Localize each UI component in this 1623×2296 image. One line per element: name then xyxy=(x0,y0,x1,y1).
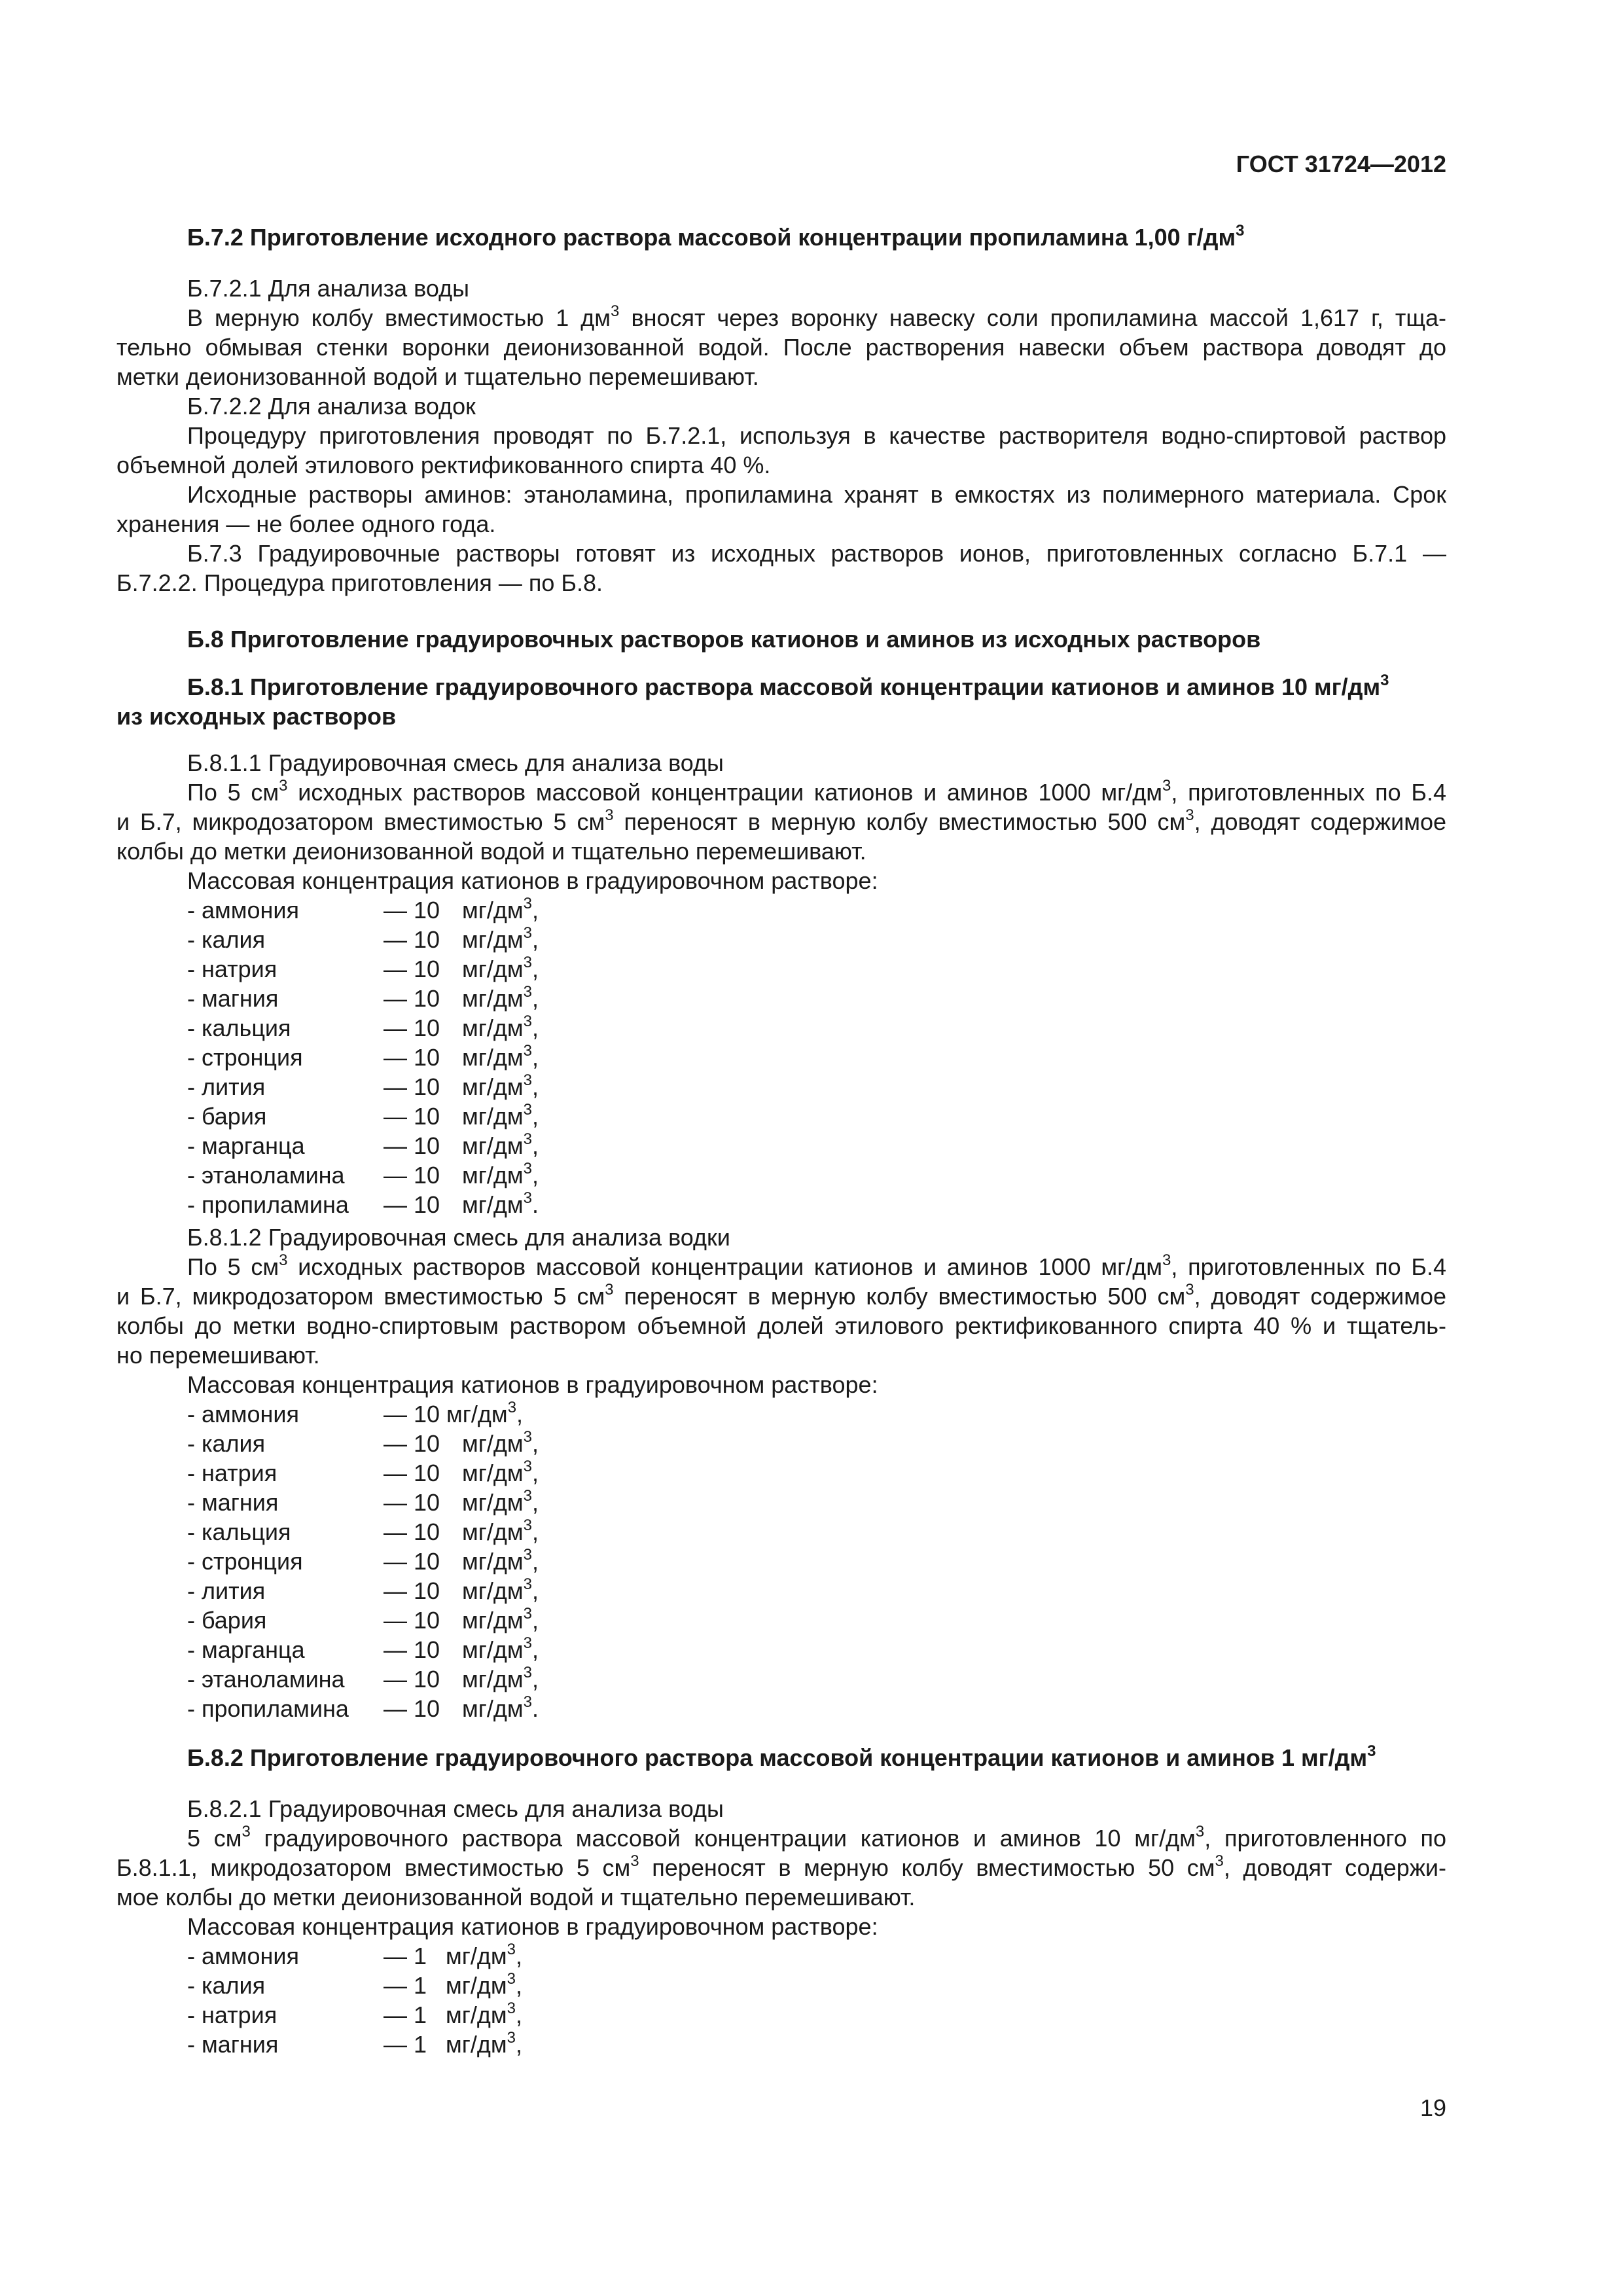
concentration-value: — 10 xyxy=(383,1548,440,1575)
substance-name: - кальция xyxy=(187,1518,291,1545)
paragraph-line: Массовая концентрация катионов в градуировочном растворе: xyxy=(187,1371,878,1398)
substance-name: - лития xyxy=(187,1577,266,1604)
concentration-unit: мг/дм xyxy=(462,1191,524,1218)
concentration-value: — 10 xyxy=(383,1073,440,1100)
substance-name: - пропиламина xyxy=(187,1191,349,1218)
list-item: - калия — 1 $мг/дм^3$, xyxy=(187,1970,523,1999)
concentration-unit: мг/дм xyxy=(462,1607,524,1634)
substance-name: - калия xyxy=(187,1972,266,1999)
substance-name: - кальция xyxy=(187,1014,291,1041)
list-item: - натрия — 10 $мг/дм^3$, xyxy=(187,1458,539,1486)
paragraph-line: объемной долей этилового ректификованного спирта 40 %. xyxy=(116,452,771,478)
paragraph-line: 5 $см^3$ градуировочного раствора массовой концентрации катионов и аминов 10 $мг/дм^3$, приготовленного по xyxy=(187,1823,1446,1852)
substance-name: - магния xyxy=(187,2031,279,2058)
concentration-value: — 10 xyxy=(383,1460,440,1486)
list-item: - бария — 10 $мг/дм^3$, xyxy=(187,1101,539,1130)
concentration-value: — 10 xyxy=(383,956,440,982)
substance-name: - стронция xyxy=(187,1548,303,1575)
paragraph-heading: Б.7.2.2 Для анализа водок xyxy=(187,393,476,420)
document-page xyxy=(116,0,1446,2296)
section-heading-b8: Б.8 Приготовление градуировочных растворов катионов и аминов из исходных растворов xyxy=(187,626,1261,653)
list-item: - лития — 10 $мг/дм^3$, xyxy=(187,1575,539,1604)
concentration-value: — 10 xyxy=(383,1162,440,1189)
concentration-unit: мг/дм xyxy=(446,2001,507,2028)
substance-name: - марганца xyxy=(187,1132,305,1159)
substance-name: - бария xyxy=(187,1103,267,1130)
section-heading-b81-cont: из исходных растворов xyxy=(116,703,397,730)
list-item: - магния — 10 $мг/дм^3$, xyxy=(187,983,539,1012)
concentration-unit: мг/дм xyxy=(446,2031,507,2058)
list-item: - пропиламина — 10 $мг/дм^3$. xyxy=(187,1189,539,1218)
concentration-value: — 1 xyxy=(383,2031,427,2058)
paragraph-line: Массовая концентрация катионов в градуировочном растворе: xyxy=(187,867,878,894)
substance-name: - этаноламина xyxy=(187,1162,345,1189)
paragraph-line: колбы до метки деионизованной водой и тщательно перемешивают. xyxy=(116,838,866,865)
list-item: - марганца — 10 $мг/дм^3$, xyxy=(187,1130,539,1159)
substance-name: - натрия xyxy=(187,2001,277,2028)
concentration-value: — 10 xyxy=(383,1577,440,1604)
concentration-value: — 1 xyxy=(383,1943,427,1969)
concentration-value: — 10 xyxy=(383,985,440,1012)
paragraph-line: Б.8.1.1, микродозатором вместимостью 5 $см^3$ переносят в мерную колбу вместимостью 50 $см^3$, доводят содержи- xyxy=(116,1852,1446,1881)
substance-name: - стронция xyxy=(187,1044,303,1071)
substance-name: - бария xyxy=(187,1607,267,1634)
list-item: - натрия — 10 $мг/дм^3$, xyxy=(187,954,539,982)
concentration-unit: мг/дм xyxy=(462,985,524,1012)
substance-name: - натрия xyxy=(187,1460,277,1486)
substance-name: - натрия xyxy=(187,956,277,982)
concentration-unit: мг/дм xyxy=(462,1548,524,1575)
concentration-unit: мг/дм xyxy=(462,1044,524,1071)
substance-name: - этаноламина xyxy=(187,1666,345,1693)
list-item: - пропиламина — 10 $мг/дм^3$. xyxy=(187,1693,539,1722)
concentration-value: — 1 xyxy=(383,2001,427,2028)
paragraph-line: и Б.7, микродозатором вместимостью 5 $см^3$ переносят в мерную колбу вместимостью 500 $см^3$, доводят содержимое xyxy=(116,1281,1446,1310)
paragraph-line: Процедуру приготовления проводят по Б.7.2.1, используя в качестве растворителя водно-спиртовой раствор xyxy=(187,422,1446,449)
concentration-unit: мг/дм xyxy=(462,1666,524,1693)
paragraph-line: колбы до метки водно-спиртовым раствором объемной долей этилового ректификованного спирта 40 % и тщатель- xyxy=(116,1312,1446,1339)
concentration-unit: мг/дм xyxy=(462,1162,524,1189)
paragraph-line: Б.7.3 Градуировочные растворы готовят из исходных растворов ионов, приготовленных согласно Б.7.1 — xyxy=(187,540,1446,567)
concentration-value: — 10 xyxy=(383,1518,440,1545)
paragraph-line: тельно обмывая стенки воронки деионизованной водой. После растворения навески объем раствора доводят до xyxy=(116,334,1446,361)
section-heading-b81: Б.8.1 Приготовление градуировочного раствора массовой концентрации катионов и аминов 10 $мг/дм^3$ xyxy=(187,672,1389,700)
concentration-unit: мг/дм xyxy=(462,1577,524,1604)
list-item: - магния — 10 $мг/дм^3$, xyxy=(187,1487,539,1516)
section-heading-b82: Б.8.2 Приготовление градуировочного раствора массовой концентрации катионов и аминов 1 $мг/дм^3$ xyxy=(187,1742,1376,1771)
concentration-unit: мг/дм xyxy=(446,1943,507,1969)
list-item: - стронция — 10 $мг/дм^3$, xyxy=(187,1042,539,1071)
paragraph-heading: Б.8.1.1 Градуировочная смесь для анализа воды xyxy=(187,749,724,776)
substance-name: - магния xyxy=(187,985,279,1012)
concentration-value: — 10 xyxy=(383,1132,440,1159)
concentration-unit: мг/дм xyxy=(462,1695,524,1722)
standard-header: ГОСТ 31724—2012 xyxy=(1236,151,1446,177)
concentration-value: — 10 xyxy=(383,1489,440,1516)
list-item: - кальция — 10 $мг/дм^3$, xyxy=(187,1516,539,1545)
list-item: - лития — 10 $мг/дм^3$, xyxy=(187,1071,539,1100)
concentration-value: — 10 xyxy=(383,1607,440,1634)
list-item: - этаноламина — 10 $мг/дм^3$, xyxy=(187,1160,539,1189)
concentration-unit: мг/дм xyxy=(462,1430,524,1457)
concentration-value: — 10 xyxy=(383,1666,440,1693)
paragraph-line: Б.7.2.2. Процедура приготовления — по Б.8. xyxy=(116,569,603,596)
concentration-value: — 10 xyxy=(383,1191,440,1218)
substance-name: - аммония xyxy=(187,1943,300,1969)
section-heading-b72: Б.7.2 Приготовление исходного раствора массовой концентрации пропиламина 1,00 $г/дм^3$ xyxy=(187,222,1245,251)
paragraph-line: Массовая концентрация катионов в градуировочном растворе: xyxy=(187,1913,878,1940)
list-item: - кальция — 10 $мг/дм^3$, xyxy=(187,1013,539,1041)
paragraph-line: мое колбы до метки деионизованной водой и тщательно перемешивают. xyxy=(116,1884,916,1910)
substance-name: - аммония xyxy=(187,1401,300,1427)
paragraph-heading: Б.8.2.1 Градуировочная смесь для анализа воды xyxy=(187,1795,724,1822)
substance-name: - лития xyxy=(187,1073,266,1100)
list-item: - марганца — 10 $мг/дм^3$, xyxy=(187,1634,539,1663)
concentration-value: — 10 xyxy=(383,1430,440,1457)
concentration-value: — 10 xyxy=(383,897,440,924)
substance-name: - калия xyxy=(187,1430,266,1457)
paragraph-line: но перемешивают. xyxy=(116,1342,320,1369)
paragraph-line: Исходные растворы аминов: этаноламина, пропиламина хранят в емкостях из полимерного материала. Срок xyxy=(187,481,1446,508)
concentration-value: — 10 xyxy=(383,1014,440,1041)
concentration-unit: мг/дм xyxy=(462,1460,524,1486)
concentration-unit: мг/дм xyxy=(462,1132,524,1159)
concentration-unit: мг/дм xyxy=(462,897,524,924)
substance-name: - магния xyxy=(187,1489,279,1516)
substance-name: - калия xyxy=(187,926,266,953)
substance-name: - аммония xyxy=(187,897,300,924)
concentration-unit: мг/дм xyxy=(446,1972,507,1999)
list-item: - аммония — 1 $мг/дм^3$, xyxy=(187,1941,523,1969)
list-item: - этаноламина — 10 $мг/дм^3$, xyxy=(187,1664,539,1693)
concentration-value: — 10 xyxy=(383,1044,440,1071)
paragraph-line: хранения — не более одного года. xyxy=(116,511,496,537)
list-item: - аммония — 10 $мг/дм^3$, xyxy=(187,895,539,924)
list-item: - калия — 10 $мг/дм^3$, xyxy=(187,924,539,953)
concentration-unit: мг/дм xyxy=(462,1636,524,1663)
list-item: - бария — 10 $мг/дм^3$, xyxy=(187,1605,539,1634)
concentration-unit: мг/дм xyxy=(462,1518,524,1545)
substance-name: - пропиламина xyxy=(187,1695,349,1722)
paragraph-heading: Б.8.1.2 Градуировочная смесь для анализа водки xyxy=(187,1224,730,1251)
concentration-unit: мг/дм xyxy=(462,1014,524,1041)
concentration-value: — 10 xyxy=(383,1695,440,1722)
list-item: - магния — 1 $мг/дм^3$, xyxy=(187,2029,523,2058)
page-number: 19 xyxy=(1419,2094,1446,2121)
list-item: - стронция — 10 $мг/дм^3$, xyxy=(187,1546,539,1575)
list-item: - калия — 10 $мг/дм^3$, xyxy=(187,1428,539,1457)
list-item: - натрия — 1 $мг/дм^3$, xyxy=(187,2000,523,2028)
concentration-value: — 10 xyxy=(383,926,440,953)
paragraph-line: В мерную колбу вместимостью 1 $дм^3$ вносят через воронку навеску соли пропиламина массой 1,617 г, тща- xyxy=(187,302,1446,331)
concentration-value: — 10 xyxy=(383,1103,440,1130)
concentration-unit: мг/дм xyxy=(462,956,524,982)
paragraph-line: По 5 $см^3$ исходных растворов массовой концентрации катионов и аминов 1000 $мг/дм^3$, приготовленных по Б.4 xyxy=(187,777,1446,806)
paragraph-line: По 5 $см^3$ исходных растворов массовой концентрации катионов и аминов 1000 $мг/дм^3$, приготовленных по Б.4 xyxy=(187,1251,1446,1280)
concentration-value: — 10 xyxy=(383,1636,440,1663)
list-item: - аммония — 10 $мг/дм^3$, xyxy=(187,1399,524,1427)
concentration-unit: мг/дм xyxy=(462,1073,524,1100)
paragraph-line: метки деионизованной водой и тщательно перемешивают. xyxy=(116,363,759,390)
substance-name: - марганца xyxy=(187,1636,305,1663)
concentration-unit: мг/дм xyxy=(462,1489,524,1516)
concentration-unit: мг/дм xyxy=(462,1103,524,1130)
paragraph-line: и Б.7, микродозатором вместимостью 5 $см^3$ переносят в мерную колбу вместимостью 500 $см^3$, доводят содержимое xyxy=(116,806,1446,835)
concentration-unit: мг/дм xyxy=(462,926,524,953)
concentration-value: — 10 мг/дм xyxy=(383,1401,508,1427)
concentration-value: — 1 xyxy=(383,1972,427,1999)
paragraph-heading: Б.7.2.1 Для анализа воды xyxy=(187,275,469,302)
